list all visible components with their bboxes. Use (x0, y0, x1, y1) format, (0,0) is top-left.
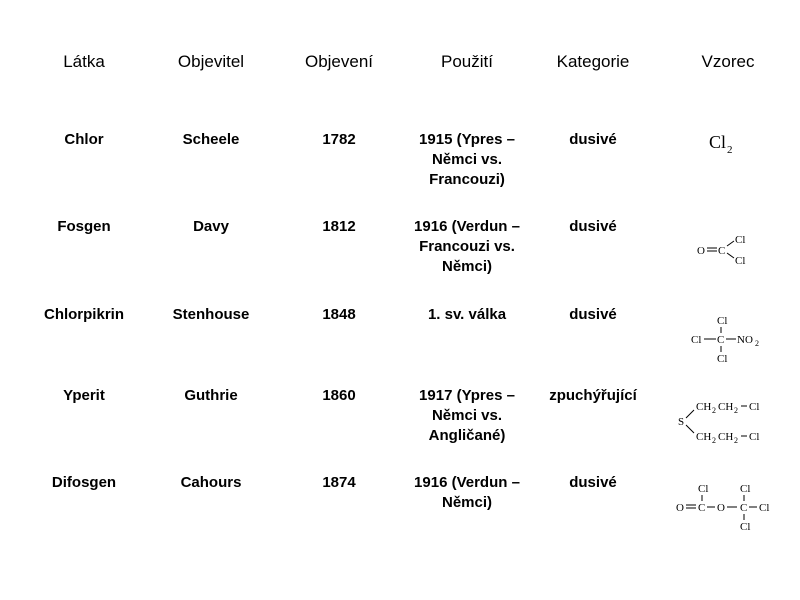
svg-text:Cl: Cl (717, 315, 728, 327)
cell-kategorie: dusivé (569, 306, 617, 323)
svg-text:2: 2 (712, 436, 716, 445)
cell-kategorie: dusivé (569, 474, 617, 491)
svg-text:CH: CH (696, 401, 712, 413)
header-objevitel: Objevitel (177, 52, 245, 71)
header-kategorie: Kategorie (556, 52, 630, 71)
cell-objeveni: 1782 (322, 131, 356, 148)
cell-objevitel: Davy (193, 218, 229, 235)
svg-text:2: 2 (712, 406, 716, 415)
cell-pouziti: 1917 (Ypres – Němci vs. Angličané) (419, 387, 515, 444)
svg-text:Cl: Cl (735, 234, 746, 246)
svg-text:NO: NO (737, 334, 753, 346)
svg-text:CH: CH (696, 431, 712, 443)
svg-text:S: S (678, 416, 685, 428)
header-pouziti: Použití (441, 52, 493, 71)
svg-text:CH: CH (718, 401, 734, 413)
svg-text:O: O (717, 502, 725, 514)
cell-kategorie: dusivé (569, 218, 617, 235)
cell-objevitel: Cahours (180, 474, 242, 491)
cell-pouziti: 1915 (Ypres – Němci vs. Francouzi) (419, 131, 515, 188)
cell-objevitel: Scheele (182, 131, 240, 148)
cell-pouziti: 1916 (Verdun – Němci) (414, 474, 520, 511)
cell-objeveni: 1812 (322, 218, 356, 235)
header-latka: Látka (63, 52, 105, 71)
formula-fosgen (690, 228, 760, 277)
svg-text:O: O (697, 245, 705, 257)
cell-pouziti: 1916 (Verdun – Francouzi vs. Němci) (414, 218, 520, 275)
cell-kategorie: zpuchýřující (549, 387, 637, 404)
svg-text:Cl: Cl (749, 431, 760, 443)
svg-text:O: O (676, 502, 684, 514)
cell-objeveni: 1848 (322, 306, 356, 323)
cell-objevitel: Stenhouse (172, 306, 250, 323)
cell-objeveni: 1860 (322, 387, 356, 404)
svg-text:2: 2 (734, 436, 738, 445)
header-objeveni: Objevení (304, 52, 374, 71)
cell-latka: Yperit (63, 387, 105, 404)
svg-text:Cl: Cl (691, 334, 702, 346)
cell-latka: Fosgen (57, 218, 111, 235)
formula-chlor (700, 128, 750, 163)
svg-text:CH: CH (718, 431, 734, 443)
svg-text:2: 2 (734, 406, 738, 415)
svg-text:2: 2 (727, 144, 733, 156)
cell-objeveni: 1874 (322, 474, 356, 491)
svg-text:Cl: Cl (735, 255, 746, 267)
svg-text:2: 2 (755, 339, 759, 348)
svg-text:C: C (740, 502, 748, 514)
svg-text:Cl: Cl (709, 132, 727, 152)
svg-text:Cl: Cl (749, 401, 760, 413)
cell-kategorie: dusivé (569, 131, 617, 148)
svg-text:C: C (718, 245, 726, 257)
formula-chlorpikrin (688, 310, 778, 375)
svg-text:Cl: Cl (740, 521, 751, 533)
cell-latka: Difosgen (51, 474, 117, 491)
svg-text:C: C (698, 502, 706, 514)
svg-text:Cl: Cl (759, 502, 770, 514)
svg-text:Cl: Cl (740, 483, 751, 495)
formula-yperit (676, 394, 776, 451)
svg-text:Cl: Cl (717, 353, 728, 365)
cell-pouziti: 1. sv. válka (427, 306, 507, 323)
cell-latka: Chlorpikrin (43, 306, 124, 323)
cell-objevitel: Guthrie (184, 387, 238, 404)
svg-text:Cl: Cl (698, 483, 709, 495)
header-vzorec: Vzorec (701, 52, 755, 71)
svg-text:C: C (717, 334, 725, 346)
cell-latka: Chlor (64, 131, 104, 148)
formula-difosgen (672, 478, 782, 543)
